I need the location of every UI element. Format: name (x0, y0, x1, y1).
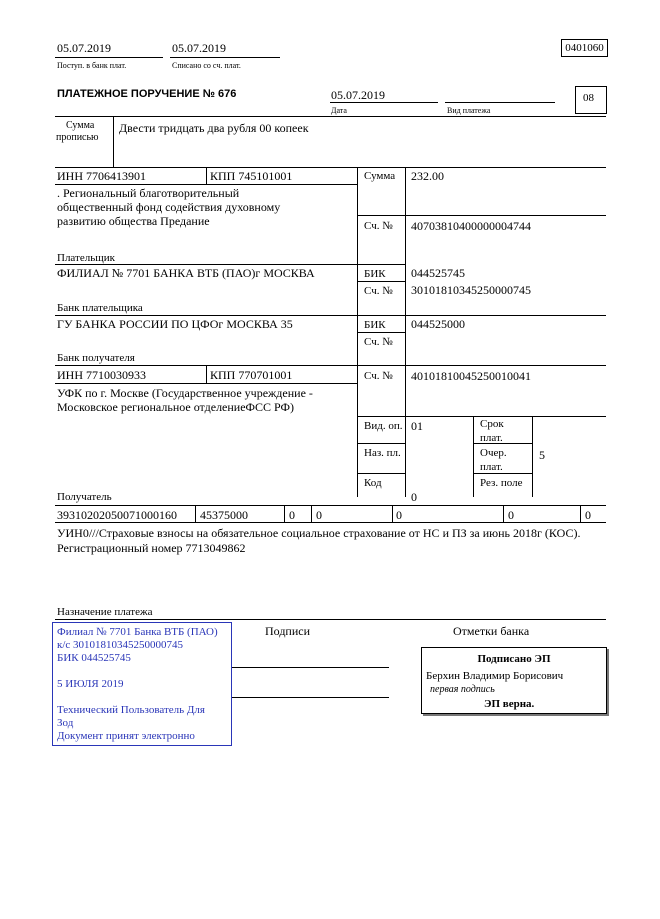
ep-signer: Берхин Владимир Борисович (426, 670, 564, 682)
payer-bank-account-label: Сч. № (364, 285, 393, 297)
purpose-label: Назначение платежа (57, 606, 153, 618)
ocher-value: 5 (539, 448, 545, 462)
divider (195, 505, 196, 522)
tax-field-doc-date: 0 (508, 508, 514, 522)
amount-words-value: Двести тридцать два рубля 00 копеек (119, 121, 309, 135)
divider (357, 281, 405, 282)
payee-account-value: 40101810045250010041 (411, 369, 531, 383)
bank-stamp-line-6: Зод (57, 717, 74, 729)
document-date: 05.07.2019 (331, 88, 385, 102)
divider (405, 416, 406, 497)
form-code: 0401060 (561, 39, 608, 57)
debited-date: 05.07.2019 (172, 41, 226, 55)
divider (55, 383, 357, 384)
payer-bank-account-value: 30101810345250000745 (411, 283, 531, 297)
divider (473, 443, 532, 444)
divider (55, 522, 606, 523)
bank-stamp-line-5: Технический Пользователь Для (57, 704, 205, 716)
payee-bank-label: Банк получателя (57, 352, 135, 364)
srok-label-2: плат. (480, 432, 503, 444)
divider (445, 102, 555, 103)
date-label: Дата (331, 106, 347, 115)
payee-bank-name: ГУ БАНКА РОССИИ ПО ЦФОг МОСКВА 35 (57, 317, 293, 331)
ep-signature-box (421, 647, 607, 714)
tax-field-kbk: 39310202050071000160 (57, 508, 177, 522)
kod-label: Код (364, 477, 382, 489)
vid-op-label: Вид. оп. (364, 420, 403, 432)
payer-label: Плательщик (57, 252, 115, 264)
payee-name-1: УФК по г. Москве (Государственное учреждение - (57, 386, 313, 400)
divider (284, 505, 285, 522)
payee-bank-bik-value: 044525000 (411, 317, 465, 331)
purpose-line-2: Регистрационный номер 7713049862 (57, 541, 246, 555)
divider (55, 365, 606, 366)
payer-name-1: . Региональный благотворительный (57, 186, 240, 200)
tax-field-type: 0 (585, 508, 591, 522)
divider (55, 264, 357, 265)
rez-pole-label: Рез. поле (480, 477, 523, 489)
payer-inn: ИНН 7706413901 (57, 169, 146, 183)
divider (206, 167, 207, 184)
divider (55, 116, 606, 117)
payer-bank-name: ФИЛИАЛ № 7701 БАНКА ВТБ (ПАО)г МОСКВА (57, 266, 315, 280)
payer-bank-bik-label: БИК (364, 268, 386, 280)
ep-verdict: ЭП верна. (484, 698, 535, 710)
tax-field-doc-number: 0 (396, 508, 402, 522)
ep-role: первая подпись (430, 684, 495, 695)
payee-inn: ИНН 7710030933 (57, 368, 146, 382)
bank-stamp-line-1: Филиал № 7701 Банка ВТБ (ПАО) (57, 626, 218, 638)
payer-bank-label: Банк плательщика (57, 302, 143, 314)
srok-label-1: Срок (480, 418, 504, 430)
naz-pl-label: Наз. пл. (364, 447, 401, 459)
vid-op-value: 01 (411, 419, 423, 433)
divider (311, 505, 312, 522)
divider (503, 505, 504, 522)
bank-stamp-line-2: к/с 30101810345250000745 (57, 639, 184, 651)
spacer (57, 691, 227, 704)
tax-field-period: 0 (316, 508, 322, 522)
payer-bank-bik-value: 044525745 (411, 266, 465, 280)
payer-account-value: 40703810400000004744 (411, 219, 531, 233)
divider (55, 57, 163, 58)
ocher-label-2: плат. (480, 461, 503, 473)
signature-line-2 (232, 697, 389, 698)
bank-stamp (52, 622, 232, 746)
divider (357, 264, 405, 265)
amount-words-label-2: прописью (56, 132, 99, 143)
received-label: Поступ. в банк плат. (57, 61, 127, 70)
payee-kpp: КПП 770701001 (210, 368, 293, 382)
divider (55, 167, 606, 168)
divider (473, 473, 532, 474)
sum-value: 232.00 (411, 169, 444, 183)
sum-label: Сумма (364, 170, 396, 182)
divider (357, 332, 405, 333)
payee-account-label: Сч. № (364, 370, 393, 382)
divider (532, 416, 533, 497)
payee-label: Получатель (57, 491, 112, 503)
payer-kpp: КПП 745101001 (210, 169, 293, 183)
payer-name-3: развитию общества Предание (57, 214, 210, 228)
divider (473, 416, 474, 497)
signature-line-1 (232, 667, 389, 668)
divider (357, 443, 405, 444)
payee-bank-bik-label: БИК (364, 319, 386, 331)
divider (55, 619, 606, 620)
bank-stamp-line-4: 5 ИЮЛЯ 2019 (57, 678, 124, 690)
kod-value: 0 (411, 490, 417, 504)
signatures-label: Подписи (265, 624, 311, 638)
purpose-line-1: УИН0///Страховые взносы на обязательное социальное страхование от НС и ПЗ за июнь 2018г (КОС). (57, 526, 581, 540)
divider (55, 315, 606, 316)
divider (357, 473, 405, 474)
spacer (57, 665, 227, 678)
payee-bank-account-label: Сч. № (364, 336, 393, 348)
divider (357, 215, 606, 216)
received-date: 05.07.2019 (57, 41, 111, 55)
ep-title: Подписано ЭП (477, 653, 551, 665)
document-title: ПЛАТЕЖНОЕ ПОРУЧЕНИЕ № 676 (57, 88, 237, 100)
divider (392, 505, 393, 522)
payee-name-2: Московское региональное отделениеФСС РФ) (57, 400, 294, 414)
payer-account-label: Сч. № (364, 220, 393, 232)
divider (206, 365, 207, 383)
divider (113, 116, 114, 167)
status-code: 08 (575, 86, 607, 114)
tax-field-oktmo: 45375000 (200, 508, 248, 522)
ocher-label-1: Очер. (480, 447, 507, 459)
divider (580, 505, 581, 522)
divider (55, 505, 606, 506)
divider (55, 184, 357, 185)
bank-marks-label: Отметки банка (453, 624, 530, 638)
payment-type-label: Вид платежа (447, 106, 491, 115)
bank-stamp-line-3: БИК 044525745 (57, 652, 131, 664)
debited-label: Списано со сч. плат. (172, 61, 241, 70)
payer-name-2: общественный фонд содействия духовному (57, 200, 281, 214)
divider (357, 416, 606, 417)
divider (405, 167, 406, 416)
tax-field-basis: 0 (289, 508, 295, 522)
bank-stamp-line-7: Документ принят электронно (57, 730, 195, 742)
divider (330, 102, 438, 103)
amount-words-label-1: Сумма (66, 120, 95, 131)
divider (170, 57, 280, 58)
